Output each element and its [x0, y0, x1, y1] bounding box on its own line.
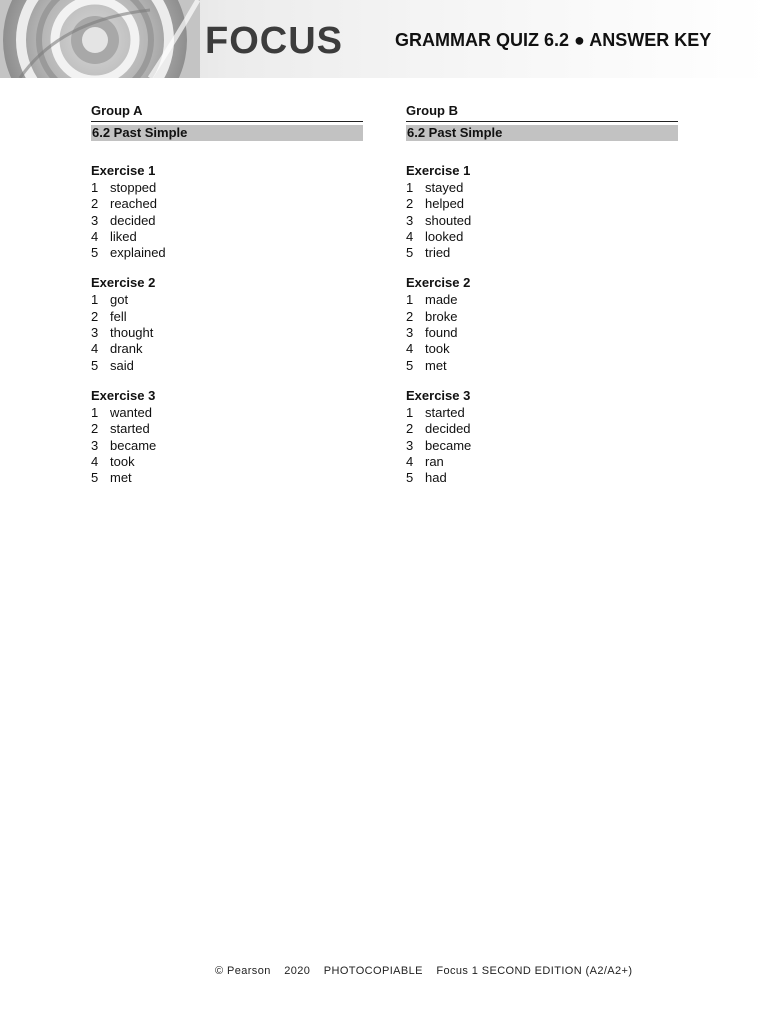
- answer-text: made: [425, 292, 458, 308]
- answer-number: 5: [406, 357, 414, 373]
- answer-text: helped: [425, 196, 465, 212]
- answer-number: 3: [406, 325, 414, 341]
- exercise-title: Exercise 1: [406, 163, 471, 178]
- answer-row: [406, 470, 678, 486]
- answer-row: [406, 358, 678, 374]
- answer-text: shouted: [425, 212, 472, 228]
- answer-number: 3: [406, 437, 414, 453]
- topic-heading: 6.2 Past Simple: [406, 125, 678, 141]
- exercise-block: [406, 275, 678, 373]
- answer-text: broke: [425, 308, 458, 324]
- answer-text: became: [425, 437, 472, 453]
- answer-row: [91, 229, 363, 245]
- answer-text: tried: [425, 245, 451, 261]
- exercise-title: Exercise 3: [91, 387, 156, 403]
- answer-number: 1: [406, 404, 414, 420]
- answer-number: 4: [406, 341, 414, 357]
- answer-number: 3: [91, 325, 99, 341]
- answer-row: [406, 309, 678, 325]
- answer-row: [91, 341, 363, 357]
- answer-row: [406, 405, 678, 421]
- answer-row: [91, 438, 363, 454]
- answer-number: 1: [91, 404, 99, 420]
- answer-number: 5: [91, 245, 99, 261]
- answer-text: started: [110, 421, 150, 437]
- answer-number: 2: [406, 196, 414, 212]
- answer-text: looked: [425, 228, 464, 244]
- answer-text: met: [425, 357, 447, 373]
- answer-row: [91, 196, 363, 212]
- group-label: Group A: [91, 102, 363, 122]
- answer-row: [406, 454, 678, 470]
- answer-number: 2: [91, 196, 99, 212]
- answer-row: [91, 213, 363, 229]
- answer-number: 5: [406, 245, 414, 261]
- copyright-text: © Pearson: [215, 965, 271, 977]
- answer-number: 2: [406, 308, 414, 324]
- exercise-title: Exercise 2: [91, 275, 156, 291]
- answer-text: reached: [110, 196, 157, 212]
- answer-number: 1: [91, 292, 99, 308]
- answer-number: 5: [91, 357, 99, 373]
- answer-text: said: [110, 357, 134, 373]
- answer-text: stopped: [110, 180, 157, 195]
- answer-text: started: [425, 404, 465, 420]
- edition-text: Focus 1 SECOND EDITION (A2/A2+): [436, 965, 633, 977]
- answer-number: 4: [91, 341, 99, 357]
- exercise-block: [406, 163, 678, 261]
- answer-text: took: [110, 453, 135, 469]
- exercise-block: [91, 388, 363, 486]
- exercise-title: Exercise 1: [91, 163, 156, 178]
- answer-text: stayed: [425, 180, 464, 195]
- answer-text: had: [425, 470, 447, 486]
- answer-row: [91, 325, 363, 341]
- group-a-column: [91, 102, 363, 486]
- exercise-title: Exercise 2: [406, 275, 471, 291]
- answer-row: [406, 325, 678, 341]
- answer-row: [91, 421, 363, 437]
- answer-text: explained: [110, 245, 166, 261]
- answer-row: [91, 470, 363, 486]
- answer-row: [406, 180, 678, 196]
- exercise-block: [406, 388, 678, 486]
- answer-text: decided: [425, 421, 471, 437]
- answer-text: decided: [110, 212, 156, 228]
- answer-number: 5: [91, 470, 99, 486]
- answer-row: [406, 341, 678, 357]
- group-label: Group B: [406, 102, 678, 122]
- photocopiable-text: PHOTOCOPIABLE: [323, 965, 423, 977]
- answer-number: 1: [91, 180, 99, 195]
- answer-row: [91, 180, 363, 196]
- page-title: GRAMMAR QUIZ 6.2 ● ANSWER KEY: [395, 30, 712, 50]
- answer-row: [406, 421, 678, 437]
- answer-number: 2: [91, 421, 99, 437]
- answer-text: took: [425, 341, 450, 357]
- answer-number: 1: [406, 292, 414, 308]
- answer-number: 3: [91, 212, 99, 228]
- answer-row: [91, 405, 363, 421]
- answer-row: [91, 454, 363, 470]
- exercise-block: [91, 275, 363, 373]
- answer-row: [91, 292, 363, 308]
- answer-text: thought: [110, 325, 154, 341]
- exercise-block: [91, 163, 363, 261]
- brand-logo: FOCUS: [205, 20, 343, 62]
- answer-row: [406, 438, 678, 454]
- answer-number: 4: [91, 453, 99, 469]
- answer-text: became: [110, 437, 157, 453]
- answer-text: fell: [110, 308, 127, 324]
- answer-number: 4: [406, 453, 414, 469]
- answer-row: [91, 358, 363, 374]
- topic-heading: 6.2 Past Simple: [91, 125, 363, 141]
- answer-row: [91, 309, 363, 325]
- answer-number: 2: [91, 308, 99, 324]
- answer-row: [406, 213, 678, 229]
- year-text: 2020: [284, 965, 311, 977]
- answer-number: 5: [406, 470, 414, 486]
- answer-number: 4: [406, 228, 414, 244]
- answer-row: [406, 196, 678, 212]
- answer-row: [406, 245, 678, 261]
- exercise-title: Exercise 3: [406, 387, 471, 403]
- answer-text: ran: [425, 453, 444, 469]
- answer-text: got: [110, 292, 129, 308]
- answer-text: found: [425, 325, 458, 341]
- answer-number: 3: [406, 212, 414, 228]
- answer-text: wanted: [110, 404, 152, 420]
- answer-number: 4: [91, 228, 99, 244]
- answer-row: [91, 245, 363, 261]
- group-b-column: [406, 102, 678, 486]
- answer-number: 3: [91, 437, 99, 453]
- answer-text: met: [110, 470, 132, 486]
- page-footer: [215, 965, 642, 977]
- answer-number: 1: [406, 180, 414, 195]
- answer-text: liked: [110, 228, 137, 244]
- answer-row: [406, 229, 678, 245]
- answer-text: drank: [110, 341, 143, 357]
- answer-number: 2: [406, 421, 414, 437]
- swirl-logo-icon: [0, 0, 200, 78]
- page-header: [0, 0, 768, 78]
- answer-row: [406, 292, 678, 308]
